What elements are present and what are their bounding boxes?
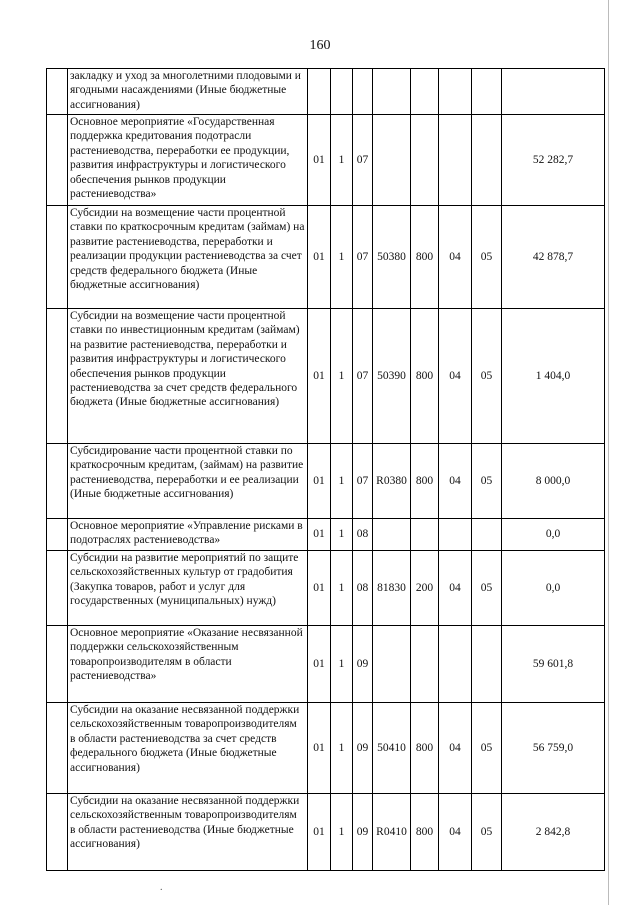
section-cell <box>439 626 472 703</box>
section-cell: 04 <box>439 206 472 309</box>
table-row <box>47 626 605 703</box>
subsection-cell: 05 <box>472 444 502 519</box>
code-program-cell: 01 <box>308 703 331 794</box>
code-event-cell: 09 <box>353 626 373 703</box>
code-event-cell: 08 <box>353 551 373 626</box>
row-index-cell <box>47 115 68 206</box>
code-direction-cell: 50380 <box>373 206 411 309</box>
section-cell <box>439 115 472 206</box>
code-subprogram-cell: 1 <box>331 519 353 551</box>
table-row <box>47 69 605 115</box>
amount-cell: 1 404,0 <box>502 309 605 444</box>
code-direction-cell <box>373 115 411 206</box>
row-index-cell <box>47 794 68 871</box>
code-event-cell: 07 <box>353 115 373 206</box>
expense-type-cell <box>411 519 439 551</box>
code-subprogram-cell: 1 <box>331 309 353 444</box>
scan-edge-line <box>608 0 609 905</box>
expense-type-cell <box>411 69 439 115</box>
expense-type-cell: 800 <box>411 794 439 871</box>
row-index-cell <box>47 519 68 551</box>
table-row <box>47 519 605 551</box>
subsection-cell: 05 <box>472 551 502 626</box>
code-direction-cell <box>373 626 411 703</box>
budget-table-body <box>47 69 605 871</box>
code-program-cell: 01 <box>308 115 331 206</box>
code-direction-cell: 81830 <box>373 551 411 626</box>
code-subprogram-cell <box>331 69 353 115</box>
table-row <box>47 206 605 309</box>
code-subprogram-cell: 1 <box>331 703 353 794</box>
code-event-cell: 08 <box>353 519 373 551</box>
code-direction-cell: 50410 <box>373 703 411 794</box>
amount-cell: 59 601,8 <box>502 626 605 703</box>
expense-type-cell: 800 <box>411 444 439 519</box>
description-cell: Субсидии на оказание несвязанной поддержки сельскохозяйственным товаропроизводителям в области растениеводства (Иные бюджетные ассигнования) <box>68 794 308 871</box>
table-row <box>47 794 605 871</box>
expense-type-cell: 200 <box>411 551 439 626</box>
amount-cell: 56 759,0 <box>502 703 605 794</box>
row-index-cell <box>47 444 68 519</box>
section-cell: 04 <box>439 703 472 794</box>
description-cell: Субсидии на оказание несвязанной поддержки сельскохозяйственным товаропроизводителям в области растениеводства за счет средств федерального бюджета (Иные бюджетные ассигнования) <box>68 703 308 794</box>
page-number: 160 <box>309 38 331 53</box>
scan-speck: . <box>160 882 163 893</box>
amount-cell: 0,0 <box>502 551 605 626</box>
amount-cell: 8 000,0 <box>502 444 605 519</box>
code-program-cell: 01 <box>308 309 331 444</box>
subsection-cell: 05 <box>472 703 502 794</box>
code-subprogram-cell: 1 <box>331 206 353 309</box>
table-row <box>47 115 605 206</box>
code-program-cell: 01 <box>308 206 331 309</box>
code-subprogram-cell: 1 <box>331 794 353 871</box>
amount-cell: 0,0 <box>502 519 605 551</box>
amount-cell: 2 842,8 <box>502 794 605 871</box>
section-cell: 04 <box>439 444 472 519</box>
subsection-cell: 05 <box>472 309 502 444</box>
code-event-cell: 07 <box>353 444 373 519</box>
code-event-cell: 07 <box>353 309 373 444</box>
subsection-cell <box>472 115 502 206</box>
code-program-cell: 01 <box>308 444 331 519</box>
description-cell: закладку и уход за многолетними плодовыми и ягодными насаждениями (Иные бюджетные ассигнования) <box>68 69 308 115</box>
expense-type-cell: 800 <box>411 703 439 794</box>
expense-type-cell: 800 <box>411 309 439 444</box>
code-event-cell: 09 <box>353 703 373 794</box>
budget-table <box>46 68 605 871</box>
code-event-cell: 09 <box>353 794 373 871</box>
code-direction-cell <box>373 519 411 551</box>
description-cell: Основное мероприятие «Управление рисками в подотраслях растениеводства» <box>68 519 308 551</box>
table-row <box>47 703 605 794</box>
code-direction-cell: R0380 <box>373 444 411 519</box>
table-row <box>47 551 605 626</box>
code-subprogram-cell: 1 <box>331 115 353 206</box>
subsection-cell <box>472 69 502 115</box>
row-index-cell <box>47 309 68 444</box>
description-cell: Субсидии на возмещение части процентной ставки по краткосрочным кредитам (займам) на развитие растениеводства, переработки и реализации продукции растениеводства за счет средств федерального бюджета (Иные бюджетные ассигнования) <box>68 206 308 309</box>
expense-type-cell <box>411 115 439 206</box>
code-subprogram-cell: 1 <box>331 626 353 703</box>
row-index-cell <box>47 626 68 703</box>
amount-cell <box>502 69 605 115</box>
code-program-cell: 01 <box>308 519 331 551</box>
code-event-cell: 07 <box>353 206 373 309</box>
section-cell <box>439 519 472 551</box>
code-event-cell <box>353 69 373 115</box>
expense-type-cell <box>411 626 439 703</box>
description-cell: Субсидии на развитие мероприятий по защите сельскохозяйственных культур от градобития (Закупка товаров, работ и услуг для государственных (муниципальных) нужд) <box>68 551 308 626</box>
code-direction-cell: R0410 <box>373 794 411 871</box>
subsection-cell <box>472 626 502 703</box>
subsection-cell <box>472 519 502 551</box>
code-subprogram-cell: 1 <box>331 551 353 626</box>
subsection-cell: 05 <box>472 206 502 309</box>
code-program-cell: 01 <box>308 794 331 871</box>
code-program-cell <box>308 69 331 115</box>
row-index-cell <box>47 69 68 115</box>
description-cell: Основное мероприятие «Оказание несвязанной поддержки сельскохозяйственным товаропроизводителям в области растениеводства» <box>68 626 308 703</box>
section-cell: 04 <box>439 551 472 626</box>
section-cell <box>439 69 472 115</box>
section-cell: 04 <box>439 309 472 444</box>
code-program-cell: 01 <box>308 626 331 703</box>
amount-cell: 42 878,7 <box>502 206 605 309</box>
table-row <box>47 309 605 444</box>
description-cell: Основное мероприятие «Государственная поддержка кредитования подотрасли растениеводства, переработки ее продукции, развития инфраструктуры и логистического обеспечения рынков продукции растениеводства» <box>68 115 308 206</box>
code-program-cell: 01 <box>308 551 331 626</box>
row-index-cell <box>47 703 68 794</box>
amount-cell: 52 282,7 <box>502 115 605 206</box>
description-cell: Субсидирование части процентной ставки по краткосрочным кредитам, (займам) на развитие растениеводства, переработки и ее реализации (Иные бюджетные ассигнования) <box>68 444 308 519</box>
code-subprogram-cell: 1 <box>331 444 353 519</box>
expense-type-cell: 800 <box>411 206 439 309</box>
section-cell: 04 <box>439 794 472 871</box>
table-row <box>47 444 605 519</box>
code-direction-cell: 50390 <box>373 309 411 444</box>
row-index-cell <box>47 551 68 626</box>
row-index-cell <box>47 206 68 309</box>
description-cell: Субсидии на возмещение части процентной ставки по инвестиционным кредитам (займам) на развитие растениеводства, переработки и развития инфраструктуры и логистического обеспечения рынков продукции растениеводства за счет средств федерального бюджета (Иные бюджетные ассигнования) <box>68 309 308 444</box>
subsection-cell: 05 <box>472 794 502 871</box>
code-direction-cell <box>373 69 411 115</box>
